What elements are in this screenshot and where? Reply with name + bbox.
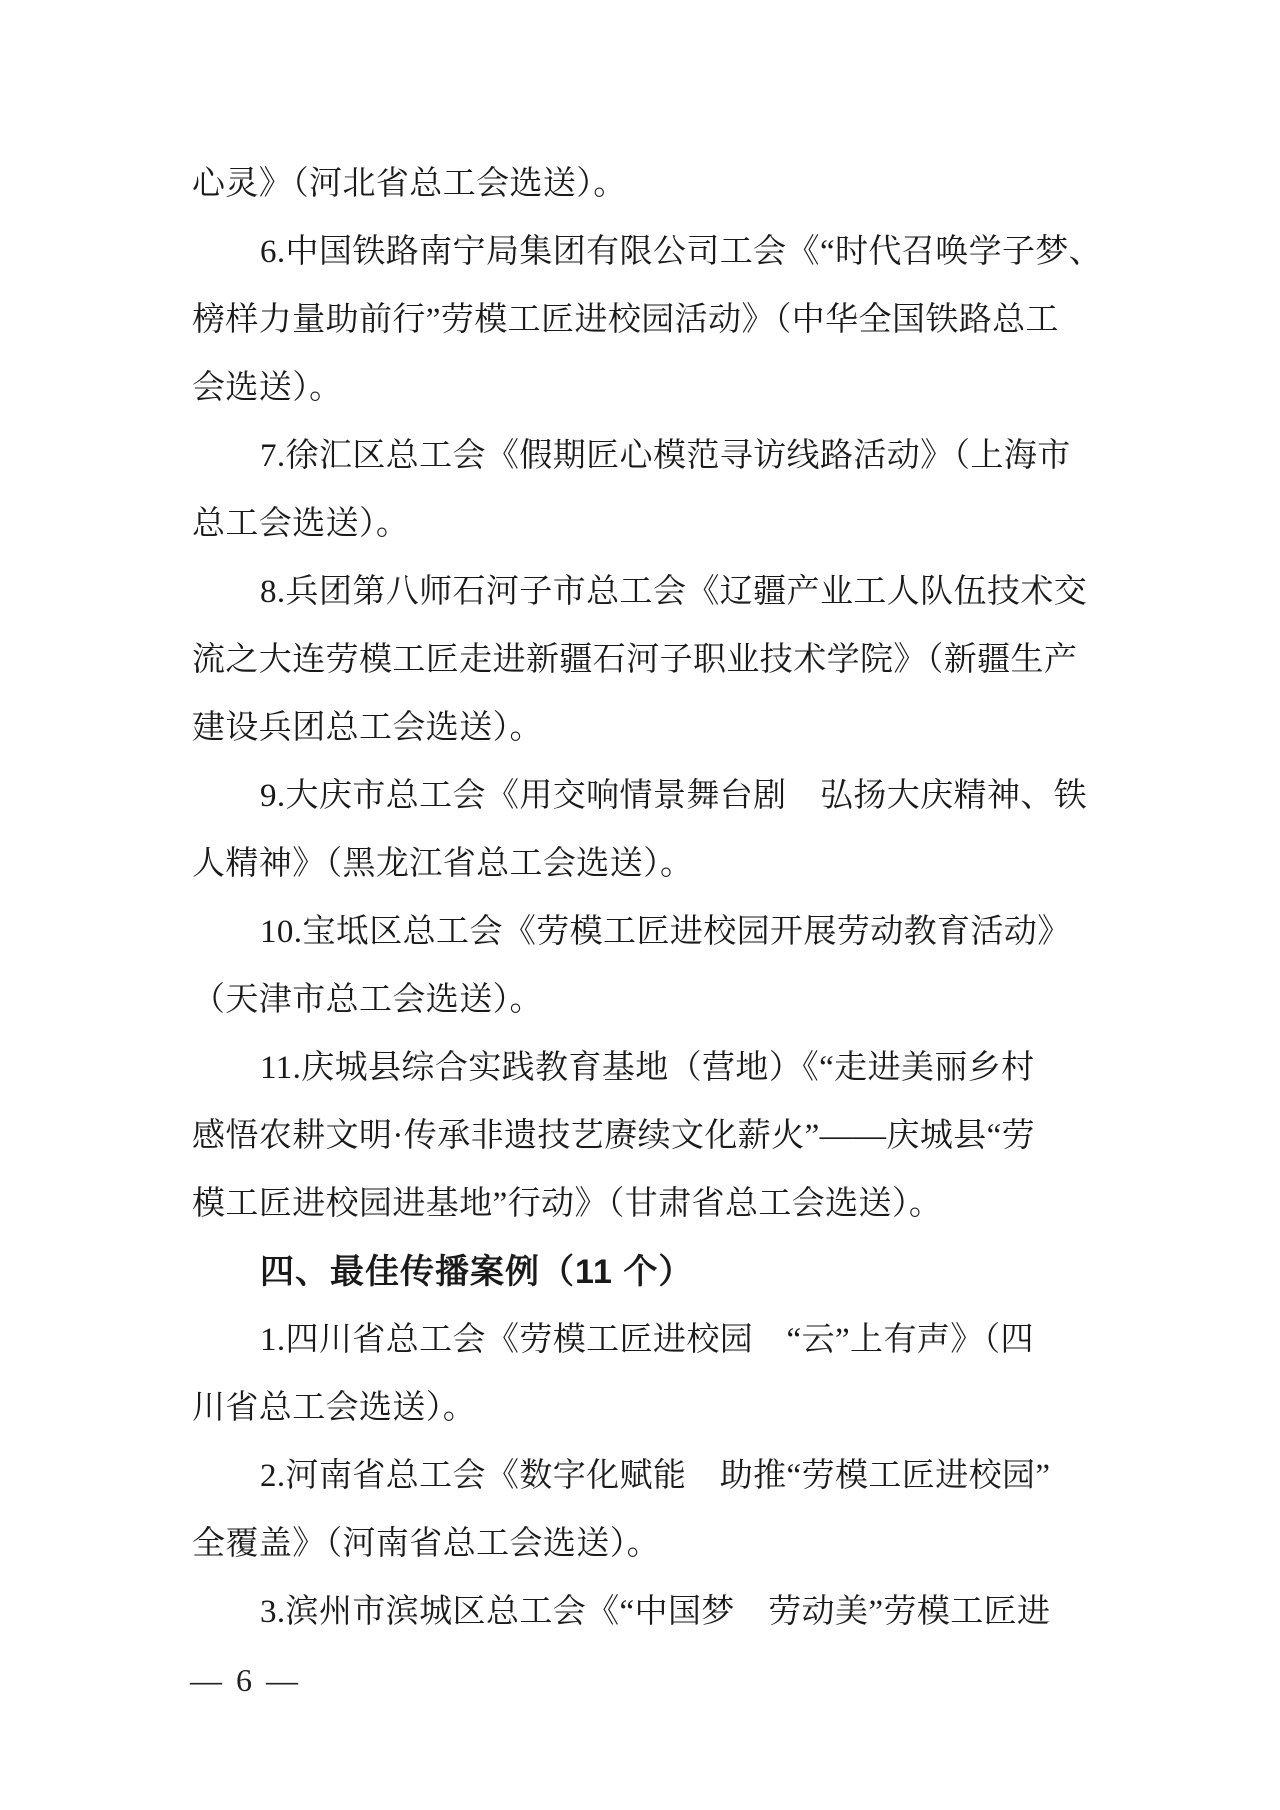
text-line: 人精神》（黑龙江省总工会选送）。 — [192, 846, 694, 882]
section-heading: 四、最佳传播案例（11 个） — [260, 1253, 694, 1291]
text-line: 10.宝坻区总工会《劳模工匠进校园开展劳动教育活动》 — [260, 914, 1071, 950]
text-line: 3.滨州市滨城区总工会《“中国梦 劳动美”劳模工匠进 — [260, 1594, 1051, 1630]
text-line: （天津市总工会选送）。 — [192, 982, 543, 1018]
text-line: 总工会选送）。 — [192, 506, 410, 542]
text-line: 会选送）。 — [192, 370, 343, 406]
text-line: 6.中国铁路南宁局集团有限公司工会《“时代召唤学子梦、 — [260, 234, 1103, 270]
text-line: 流之大连劳模工匠走进新疆石河子职业技术学院》（新疆生产 — [192, 642, 1078, 678]
page-number: — 6 — — [190, 1662, 301, 1698]
text-line: 川省总工会选送）。 — [192, 1390, 477, 1426]
text-line: 11.庆城县综合实践教育基地（营地）《“走进美丽乡村 — [260, 1050, 1035, 1086]
text-line: 2.河南省总工会《数字化赋能 助推“劳模工匠进校园” — [260, 1458, 1051, 1494]
text-line: 榜样力量助前行”劳模工匠进校园活动》（中华全国铁路总工 — [192, 302, 1059, 338]
text-line: 1.四川省总工会《劳模工匠进校园 “云”上有声》（四 — [260, 1322, 1034, 1358]
text-line: 8.兵团第八师石河子市总工会《辽疆产业工人队伍技术交 — [260, 574, 1088, 610]
document-body — [192, 150, 1112, 1646]
text-line: 9.大庆市总工会《用交响情景舞台剧 弘扬大庆精神、铁 — [260, 778, 1088, 814]
text-line: 模工匠进校园进基地”行动》（甘肃省总工会选送）。 — [192, 1186, 943, 1222]
text-line: 心灵》（河北省总工会选送）。 — [192, 166, 627, 202]
text-line: 感悟农耕文明·传承非遗技艺赓续文化薪火”——庆城县“劳 — [192, 1118, 1036, 1154]
text-line: 全覆盖》（河南省总工会选送）。 — [192, 1526, 660, 1562]
text-line: 建设兵团总工会选送）。 — [192, 710, 543, 746]
text-line: 7.徐汇区总工会《假期匠心模范寻访线路活动》（上海市 — [260, 438, 1071, 474]
